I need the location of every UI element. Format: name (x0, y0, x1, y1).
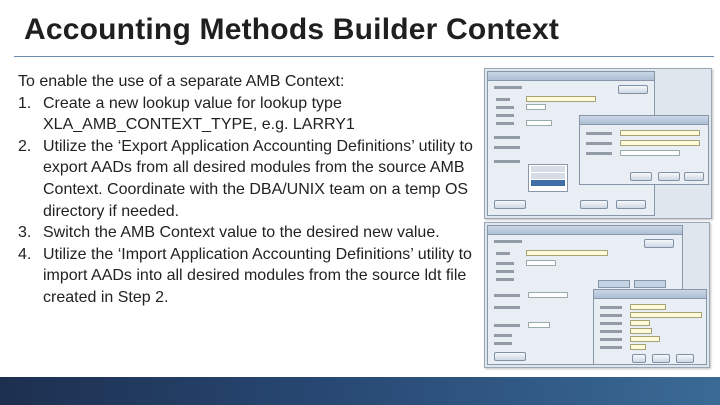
intro-text: To enable the use of a separate AMB Context: (18, 73, 345, 90)
import-dialog-screenshot (484, 222, 710, 368)
slide-body (18, 71, 473, 309)
step-number: 4. (18, 245, 32, 263)
parameters-window (593, 289, 707, 365)
step-item (18, 136, 473, 222)
step-number: 3. (18, 224, 32, 242)
step-text: Utilize the ‘Import Application Accounting Definitions’ utility to import AADs into all desired modules from the source ldt file created in Step 2. (43, 245, 472, 306)
title-divider (14, 56, 714, 57)
export-dialog-screenshot (484, 68, 712, 219)
step-item (18, 93, 473, 136)
step-number: 1. (18, 94, 32, 112)
steps-list (18, 93, 473, 309)
footer-band (0, 377, 720, 405)
step-item (18, 222, 473, 244)
step-item (18, 244, 473, 309)
module-listbox (528, 164, 568, 192)
parameters-window (579, 115, 709, 185)
slide-title: Accounting Methods Builder Context (24, 13, 560, 46)
step-text: Switch the AMB Context value to the desired new value. (43, 224, 440, 242)
step-number: 2. (18, 137, 32, 155)
step-text: Utilize the ‘Export Application Accounting Definitions’ utility to export AADs from all desired modules from the source AMB Context. Coordinate with the DBA/UNIX team on a temp OS directory if needed. (43, 137, 473, 220)
step-text: Create a new lookup value for lookup type XLA_AMB_CONTEXT_TYPE, e.g. LARRY1 (43, 94, 355, 134)
